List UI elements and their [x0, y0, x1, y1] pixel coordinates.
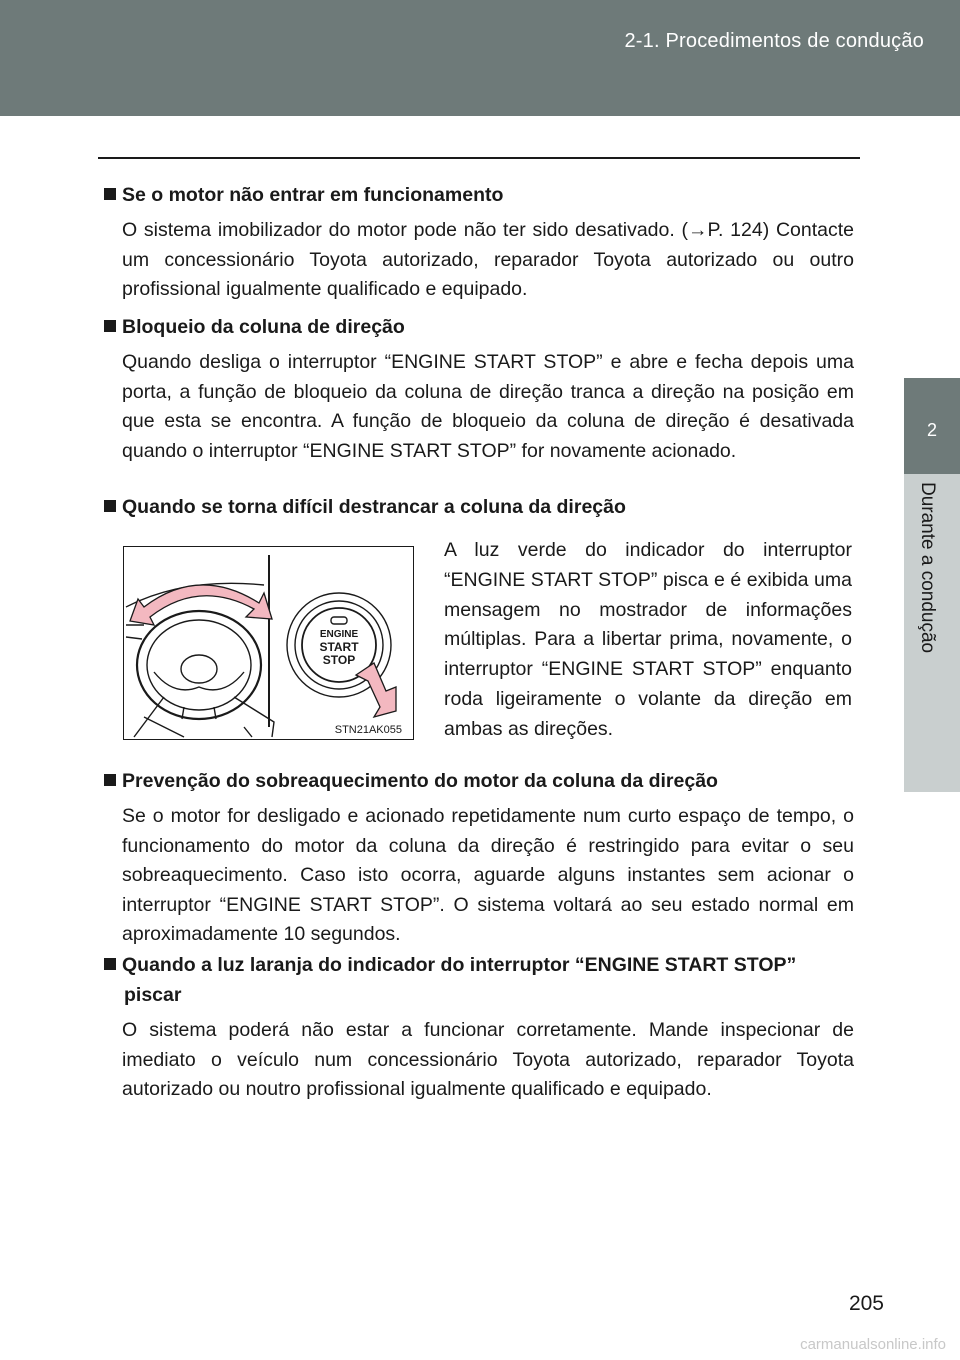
- button-label-engine: ENGINE: [319, 629, 359, 640]
- figure-caption: A luz verde do indicador do interruptor “ENGINE START STOP” pisca e é exibida uma mensagem no mostrador de informações múltiplas. Para a libertar prima, novamente, o interruptor “ENGINE START STOP” enquanto roda ligeiramente o volante da direção em ambas as direções.: [444, 539, 852, 740]
- press-arrow-icon: [356, 663, 396, 717]
- chapter-side-tab: [904, 116, 960, 1360]
- section-bullet: [104, 958, 116, 970]
- section-title: Prevenção do sobreaquecimento do motor da coluna da direção: [122, 770, 718, 792]
- section-title: Quando a luz laranja do indicador do interruptor “ENGINE START STOP” piscar: [122, 954, 797, 1006]
- chapter-label: Durante a condução: [917, 482, 938, 654]
- button-label-start: START: [319, 640, 359, 654]
- section-orange-light-flashing: [104, 950, 854, 1105]
- section-title: Se o motor não entrar em funcionamento: [122, 184, 504, 206]
- section-motor-overheating: [104, 766, 854, 950]
- section-body: O sistema poderá não estar a funcionar corretamente. Mande inspecionar de imediato o veículo num concessionário Toyota autorizado, reparador Toyota autorizado ou noutro profissional igualmente qualificado e equipado.: [122, 1019, 854, 1100]
- section-body: O sistema imobilizador do motor pode não ter sido desativado. (→P. 124) Contacte um concessionário Toyota autorizado, reparador Toyota autorizado ou outro profissional igualmente qualificado e equipado.: [122, 219, 854, 300]
- section-bullet: [104, 188, 116, 200]
- section-bullet: [104, 500, 116, 512]
- section-header-title: 2-1. Procedimentos de condução: [624, 30, 924, 52]
- header-rule: [98, 157, 860, 159]
- button-label-stop: STOP: [322, 653, 356, 667]
- section-bullet: [104, 320, 116, 332]
- page-number: 205: [848, 1292, 884, 1315]
- steering-wheel-illustration: [123, 546, 414, 740]
- section-bullet: [104, 774, 116, 786]
- figure-code: STN21AK055: [334, 724, 402, 736]
- section-engine-not-starting: [104, 180, 854, 305]
- section-steering-lock: [104, 312, 854, 466]
- rotate-arrow-icon: [130, 585, 272, 625]
- chapter-number: 2: [926, 420, 937, 440]
- header-band: [0, 0, 960, 116]
- section-steering-unlock-difficult: [104, 492, 854, 522]
- watermark[interactable]: carmanualsonline.info: [800, 1336, 946, 1353]
- section-body: Quando desliga o interruptor “ENGINE START STOP” e abre e fecha depois uma porta, a função de bloqueio da coluna de direção tranca a direção na posição em que esta se encontra. A função de bloqueio da coluna de direção é desativada quando o interruptor “ENGINE START STOP” for novamente acionado.: [122, 351, 854, 462]
- section-body: Se o motor for desligado e acionado repetidamente num curto espaço de tempo, o funcionamento do motor da coluna da direção é restringido para evitar o seu sobreaquecimento. Caso isto ocorra, aguarde alguns instantes sem acionar o interruptor “ENGINE START STOP”. O sistema voltará ao seu estado normal em aproximadamente 10 segundos.: [122, 805, 854, 945]
- section-title: Quando se torna difícil destrancar a coluna da direção: [122, 496, 626, 518]
- section-title: Bloqueio da coluna de direção: [122, 316, 405, 338]
